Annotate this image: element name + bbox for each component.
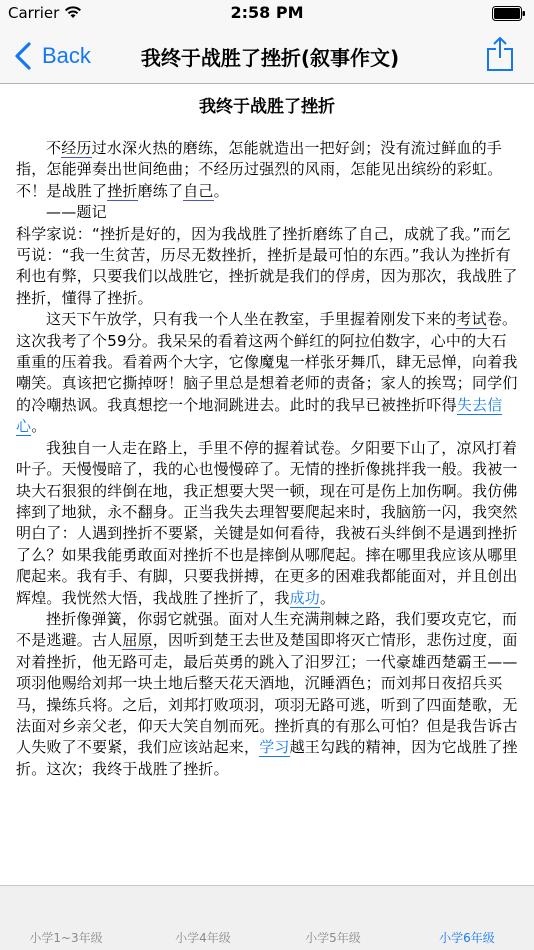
keyword-link[interactable]: 挫折 — [107, 181, 138, 200]
keyword-link[interactable]: 成功 — [289, 588, 321, 607]
back-button-label: Back — [42, 43, 91, 68]
tab-bar — [0, 885, 534, 950]
article-body — [16, 138, 518, 780]
article-paragraph: 不经历过水深火热的磨练，怎能就造出一把好剑；没有流过鲜血的手指，怎能弹奏出世间绝曲；不经历过强烈的风雨，怎能见出缤纷的彩虹。不！是战胜了挫折磨练了自己。 — [16, 139, 503, 200]
share-icon[interactable] — [486, 36, 514, 72]
keyword-link[interactable]: 屈原 — [122, 631, 153, 650]
back-button[interactable] — [14, 38, 91, 74]
tab-grade-1-3[interactable]: 小学1~3年级 — [29, 931, 103, 945]
article-title: 我终于战胜了挫折 — [199, 97, 335, 117]
article-paragraph: 我独自一人走在路上，手里不停的握着试卷。夕阳要下山了，凉风打着叶子。天慢慢暗了，我的心也慢慢碎了。无情的挫折像挑拌我一般。我被一块大石狠狠的绊倒在地，我正想要大哭一顿，现在可是伤上加伤啊。我仿佛摔到了地狱，永不翻身。正当我失去理智要爬起来时，我脑筋一闪，我突然明白了：人遇到挫折不要紧，关键是如何看待，我被石头绊倒不是遇到挫折了么？如果我能勇敢面对挫折不也是摔倒从哪爬起。摔在哪里我应该从哪里爬起来。我有手、有脚，只要我拼搏，在更多的困难我都能面对，并且创出辉煌。我恍然大悟，我战胜了挫折了，我成功。 — [16, 438, 518, 607]
keyword-link[interactable]: 考试 — [456, 310, 487, 329]
tab-grade-5[interactable]: 小学5年级 — [305, 931, 361, 945]
keyword-link[interactable]: 学习 — [259, 738, 290, 757]
article-view[interactable] — [0, 85, 534, 885]
page-title: 我终于战胜了挫折(叙事作文) — [140, 46, 400, 70]
tab-grade-4[interactable]: 小学4年级 — [175, 931, 231, 945]
keyword-link[interactable]: 经历 — [61, 139, 92, 157]
navigation-bar — [0, 28, 534, 84]
battery-icon — [492, 6, 526, 21]
clock: 2:58 PM — [230, 3, 304, 22]
tab-grade-6[interactable]: 小学6年级 — [439, 931, 495, 945]
status-bar — [0, 0, 534, 28]
carrier-label: Carrier — [8, 4, 60, 22]
article-paragraph: 科学家说：“挫折是好的，因为我战胜了挫折磨练了自己，成就了我。”而乞丐说：“我一生贫苦，历尽无数挫折，挫折是最可怕的东西。”我认为挫折有利也有弊，只要我们以战胜它，挫折就是我们的俘虏，因为那次，我战胜了挫折，懂得了挫折。 — [16, 224, 518, 307]
article-paragraph: 这天下午放学，只有我一个人坐在教室，手里握着刚发下来的考试卷。这次我考了个59分。我呆呆的看着这两个鲜红的阿拉伯数字，心中的大石重重的压着我。看着两个大字，它像魔鬼一样张牙舞爪，肆无忌惮，向着我嘲笑。真该把它撕掉呀！脑子里总是想着老师的责备；家人的挨骂；同学们的冷嘲热讽。我真想挖一个地洞跳进去。此时的我早已被挫折吓得失去信心。 — [16, 310, 518, 436]
keyword-link[interactable]: 失去信心 — [16, 395, 503, 436]
article-paragraph: 挫折像弹簧，你弱它就强。面对人生充满荆棘之路，我们要攻克它，而不是逃避。古人屈原，因听到楚王去世及楚国即将灭亡情形，悲伤过度，面对着挫折，他无路可走，最后英勇的跳入了汨罗江；一代豪雄西楚霸王——项羽他赐给刘邦一块土地后整天花天酒地，沉睡酒色；而刘邦日夜招兵买马，操练兵将。之后，刘邦打败项羽，项羽无路可逃，听到了四面楚歌，无法面对乡亲父老，仰天大笑自刎而死。挫折真的有那么可怕？但是我告诉古人失败了不要紧，我们应该站起来，学习越王勾践的精神，因为它战胜了挫折。这次；我终于战胜了挫折。 — [16, 609, 518, 778]
keyword-link[interactable]: 自己 — [183, 181, 214, 200]
article-paragraph: ——题记 — [46, 203, 107, 222]
chevron-left-icon — [14, 42, 32, 70]
